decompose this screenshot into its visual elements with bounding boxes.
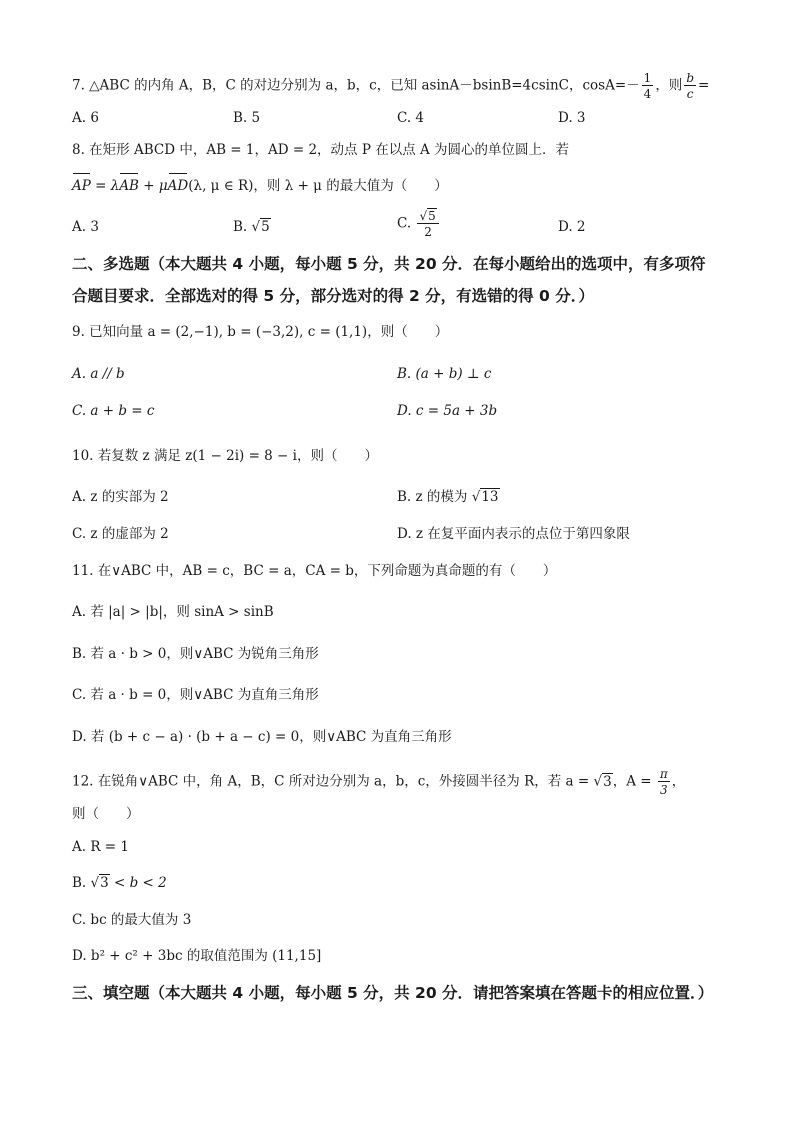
q11-option-c: C. 若 a · b = 0，则∨ABC 为直角三角形: [72, 687, 319, 703]
q7-option-d: D. 3: [558, 110, 586, 126]
q8-option-b: B. √5: [233, 219, 270, 235]
q12-option-b: B. √3 < b < 2: [72, 875, 167, 891]
q8-vec-ab: AB: [119, 178, 139, 194]
q12-stem-end: ，: [671, 773, 686, 790]
q8-option-c-fraction: $\frac{√5}{2}$: [417, 210, 438, 238]
q9-option-a: A. a // b: [72, 366, 125, 382]
q7-stem-text: 7. △ABC 的内角 A，B，C 的对边分别为 a，b，c，已知 asinA－bsinB=4csinC，cosA=－: [72, 77, 640, 94]
q8-option-c-den: 2: [424, 225, 432, 239]
q10-option-d: D. z 在复平面内表示的点位于第四象限: [397, 526, 630, 542]
q9-option-b: B. (a + b) ⊥ c: [397, 366, 492, 382]
q8-cond: (λ, μ ∈ R)，则 λ + μ 的最大值为（ ）: [188, 178, 448, 194]
q7-ratio: [684, 72, 696, 100]
section-2-heading-line2: 合题目要求．全部选对的得 5 分，部分选对的得 2 分，有选错的得 0 分．）: [72, 287, 594, 305]
q8-line1: 8. 在矩形 ABCD 中，AB = 1，AD = 2，动点 P 在以点 A 为圆心的单位圆上．若: [72, 142, 570, 158]
q12-stem-line2: 则（ ）: [72, 806, 140, 822]
q12-pi-den: 3: [660, 783, 668, 797]
q7-option-b: B. 5: [233, 110, 261, 126]
q7-ratio-eq: =: [698, 77, 710, 94]
q8-eq-lambda: = λ: [95, 178, 120, 194]
q10-option-b: B. z 的模为 √13: [397, 489, 499, 505]
q12-option-b-range: < b < 2: [114, 875, 167, 891]
q12-angle-fraction: [658, 768, 670, 796]
q11-option-a: A. 若 |a| > |b|，则 sinA > sinB: [72, 604, 274, 620]
q8-option-a: A. 3: [72, 219, 99, 235]
section-2-heading-line1: 二、多选题（本大题共 4 小题，每小题 5 分，共 20 分．在每小题给出的选项中，有多项符: [72, 255, 706, 273]
q12-option-c: C. bc 的最大值为 3: [72, 912, 192, 928]
q9-option-c: C. a + b = c: [72, 403, 155, 419]
q8-option-b-label: B.: [233, 219, 248, 235]
q8-line2: [72, 176, 448, 196]
q7-fraction: [642, 72, 654, 100]
q8-option-b-radicand: 5: [261, 219, 270, 235]
question-7-stem: [72, 72, 709, 100]
q9-option-d: D. c = 5a + 3b: [397, 403, 498, 419]
q7-ratio-den: c: [686, 87, 694, 101]
q10-option-c: C. z 的虚部为 2: [72, 526, 169, 542]
q7-frac-den: 4: [643, 87, 652, 101]
q11-option-b: B. 若 a · b > 0，则∨ABC 为锐角三角形: [72, 646, 319, 662]
q11-stem: 11. 在∨ABC 中，AB = c，BC = a，CA = b，下列命题为真命题的有（ ）: [72, 563, 557, 579]
q11-option-d: D. 若 (b + c − a) · (b + a − c) = 0，则∨ABC 为直角三角形: [72, 729, 452, 745]
q8-vec-ap: AP: [72, 178, 91, 194]
q12-stem-pre: 12. 在锐角∨ABC 中，角 A，B，C 所对边分别为 a，b，c，外接圆半径为 R，若 a =: [72, 773, 590, 790]
q12-stem-mid: ，A =: [612, 773, 652, 790]
q12-option-b-label: B.: [72, 875, 87, 891]
q7-option-c: C. 4: [397, 110, 425, 126]
q8-option-c-radicand: 5: [428, 209, 436, 223]
q8-vec-ad: AD: [167, 178, 189, 194]
q8-option-d: D. 2: [558, 219, 586, 235]
q10-option-b-radicand: 13: [481, 489, 499, 505]
q7-option-a: A. 6: [72, 110, 99, 126]
q8-option-c-label: C.: [397, 215, 412, 232]
q12-stem: 12. 在锐角∨ABC 中，角 A，B，C 所对边分别为 a，b，c，外接圆半径为 R，若 a = √3，A = $\frac{\pi}{3}$ ，: [72, 767, 686, 797]
q12-stem-radicand: 3: [603, 773, 612, 790]
section-3-heading: 三、填空题（本大题共 4 小题，每小题 5 分，共 20 分．请把答案填在答题卡的相应位置．）: [72, 984, 714, 1002]
q12-option-b-radicand: 3: [100, 875, 109, 891]
q9-stem: 9. 已知向量 a = (2,−1), b = (−3,2), c = (1,1)，则（ ）: [72, 324, 449, 340]
q7-frac-num: 1: [643, 71, 652, 85]
q12-option-d: D. b² + c² + 3bc 的取值范围为 (11,15]: [72, 948, 322, 964]
q8-plus-mu: + μ: [143, 178, 168, 194]
q10-option-a: A. z 的实部为 2: [72, 489, 169, 505]
q7-stem-end: ，则: [655, 77, 683, 94]
q8-option-c: [397, 210, 441, 238]
q12-pi-num: π: [659, 767, 668, 781]
q12-option-a: A. R = 1: [72, 839, 129, 855]
q10-stem: 10. 若复数 z 满足 z(1 − 2i) = 8 − i，则（ ）: [72, 448, 378, 464]
q7-ratio-num: b: [686, 71, 694, 85]
q10-option-b-label: B. z 的模为: [397, 489, 468, 505]
